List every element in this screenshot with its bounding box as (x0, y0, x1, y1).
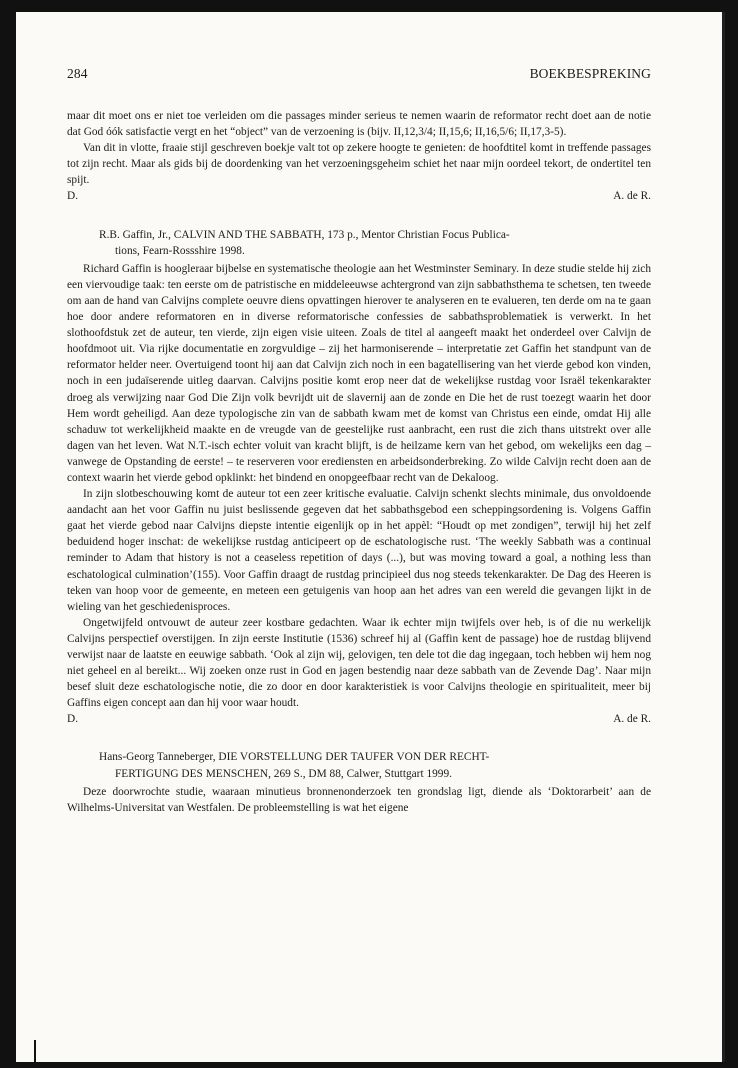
review-signoff (67, 711, 651, 727)
paragraph: Deze doorwrochte studie, waaraan minutieus bronnenonderzoek ten grondslag ligt, diende als ‘Doktorarbeit’ aan de Wilhelms-Universitat van Westfalen. De probleemstelling is wat het eigene (67, 785, 651, 814)
paragraph: Richard Gaffin is hoogleraar bijbelse en systematische theologie aan het Westminster Seminary. In deze studie stelde hij zich een viervoudige taak: ten eerste om de patristische en middeleeuwse achtergrond van zijn sabbathsthema te schetsen, ten tweede om aan de hand van Calvijns complete oeuvre diens opvattingen hierover te analyseren en te evalueren, ten derde om na te gaan hoe door andere reformatoren en in diverse reformatorische confessies de sabbathsproblematiek is verwerkt. In het slothoofdstuk zet de auteur, ten vierde, zijn eigen visie uiteen. Zoals de titel al aangeeft maakt het onderdeel over Calvijn de hoofdmoot uit. Via rijke documentatie en zorgvuldige – zij het harmoniserende – interpretatie zet Gaffin het standpunt van de reformator helder neer. Overtuigend toont hij aan dat Calvijn zich noch in een bagatellisering van het vierde gebod kon vinden, noch in een judaïserende uitleg daarvan. Calvijns positie komt erop neer dat de wekelijkse rustdag voor Israël tekenkarakter droeg als verwijzing naar God Die Zijn volk bevrijdt uit de slavernij aan de zonde en Die het de rust toezegt waarin het door Hem wordt geheiligd. Aan deze typologische zin van de sabbath kwam met de komst van Christus een einde, omdat Hij alle schaduw tot werkelijkheid maakte en de vreugde van de geestelijke rust aanbracht, een rust die zich thans uitstrekt over alle dagen van het leven. Wat N.T.-isch echter voluit van kracht blijft, is de heilzame kern van het gebod, om wekelijks een dag – vanwege de Opstanding de eerste! – te reserveren voor erediensten en arbeidsonderbreking. Zo wilde Calvijn recht doen aan de context waarin het vierde gebod opklinkt: het bindend en onopgeefbaar recht van de Dekaloog. (67, 262, 651, 484)
page-number: 284 (67, 66, 88, 81)
review-heading-line: tions, Fearn-Rossshire 1998. (115, 244, 245, 257)
paragraph: In zijn slotbeschouwing komt de auteur tot een zeer kritische evaluatie. Calvijn schenkt slechts minimale, dus onvoldoende aandacht aan het voor Gaffin nu juist beslissende gegeven dat het sabbathsgebod een scheppingsordening is. Volgens Gaffin gaat het vierde gebod naar Calvijns diepste intentie eigenlijk op in het appèl: “Houdt op met zondigen”, terwijl hij het zelf beduidend hoger inschat: de wekelijkse rustdag anticipeert op de eschatologische rust. ‘The weekly Sabbath was a continual reminder to Adam that history is not a ceaseless repetition of days (...), but was moving toward a goal, a nothing less than eschatological culmination’(155). Voor Gaffin draagt de rustdag principieel dus nog steeds tekenkarakter. De Dag des Heeren is teken van hoop voor de gemeente, en meteen een getuigenis van hoop aan het adres van een wereld die gevangen lijkt in de wieling van het geschiedenisproces. (67, 488, 651, 613)
page-body (67, 108, 651, 816)
paragraph: Ongetwijfeld ontvouwt de auteur zeer kostbare gedachten. Waar ik echter mijn twijfels over heb, is of die nu werkelijk Calvijns perspectief overstijgen. In zijn eerste Institutie (1536) schreef hij al (Gaffin kent de passage) hoe de rustdag blijvend verwijst naar de laatste en eeuwige sabbath. ‘Ook al zijn wij, gelovigen, ten dele tot die dag ingegaan, toch hebben wij hem nog niet geheel en al bereikt... Wij zoeken onze rust in God en jagen bestendig naar deze sabbath van de Zevende Dag’. Naar mijn besef sluit deze eschatologische notie, die zo door en door karakteristiek is voor Calvijns theologie en spiritualiteit, meer bij Gaffins eigen concept aan dan hij voor waar houdt. (67, 616, 651, 710)
signoff-initial: D. (67, 190, 79, 203)
review-heading-line: Hans-Georg Tanneberger, DIE VORSTELLUNG DER TAUFER VON DER RECHT- (99, 751, 490, 764)
paragraph: Van dit in vlotte, fraaie stijl geschreven boekje valt tot op zekere hoogte te genieten: de hoofdtitel komt in treffende passages tot zijn recht. Maar als gids bij de doordenking van het verzoeningsgeheim schiet het naar mijn oordeel tekort, de ondertitel ten spijt. (67, 142, 651, 187)
page-header (67, 66, 651, 82)
review-heading (67, 227, 651, 259)
paragraph: maar dit moet ons er niet toe verleiden om die passages minder serieus te nemen waarin de reformator recht doet aan de notie dat God óók satisfactie vergt en het “object” van de verzoening is (bijv. II,12,3/4; II,15,6; II,16,5/6; II,17,3-5). (67, 110, 651, 139)
reviewer-name: A. de R. (613, 713, 651, 726)
running-head: BOEKBESPREKING (529, 66, 651, 81)
review-heading (67, 749, 651, 781)
scan-edge-mark (34, 1040, 36, 1068)
signoff-initial: D. (67, 713, 79, 726)
reviewer-name: A. de R. (613, 190, 651, 203)
review-signoff (67, 188, 651, 204)
review-heading-line: FERTIGUNG DES MENSCHEN, 269 S., DM 88, Calwer, Stuttgart 1999. (115, 767, 452, 780)
review-heading-line: R.B. Gaffin, Jr., CALVIN AND THE SABBATH, 173 p., Mentor Christian Focus Publica- (99, 228, 510, 241)
